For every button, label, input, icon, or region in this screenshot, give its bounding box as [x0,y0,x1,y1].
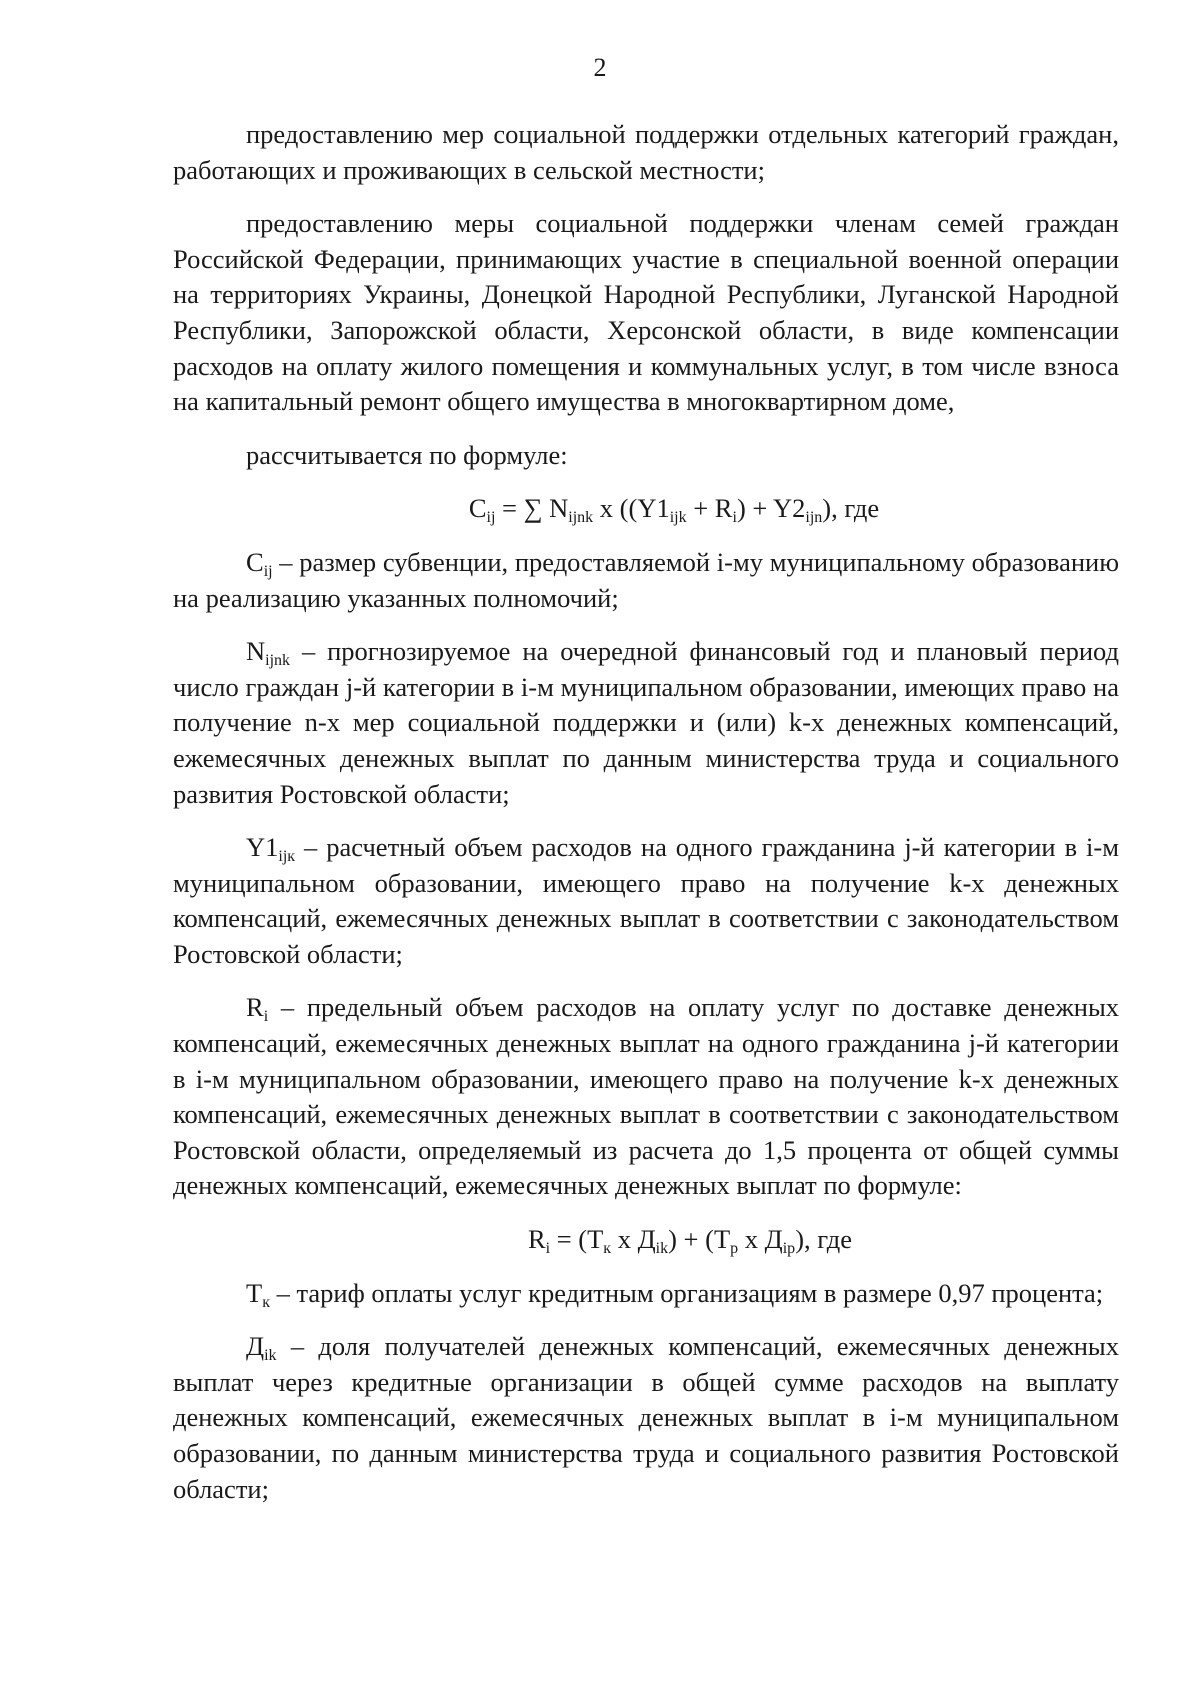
formula2-x-d: x Д [611,1224,656,1255]
formula-sum-operator: = ∑ [495,493,550,524]
formula-n-symbol: N [549,493,569,524]
formula2-dip-subscript: ip [782,1240,796,1258]
formula-y1-subscript: ijk [669,509,687,527]
definition-cij-subscript: ij [263,562,273,580]
definition-tk [173,1276,1119,1312]
definition-y1ijk-text: – расчетный объем расходов на одного гражданина j-й категории в i-м муниципальном образовании, имеющего право на получение k-х денежных компенсаций, ежемесячных денежных выплат в соответствии с законодательством Ростовской области; [173,832,1119,969]
paragraph-svo-families-support: предоставлению меры социальной поддержки членам семей граждан Российской Федерации, принимающих участие в специальной военной операции на территориях Украины, Донецкой Народной Республики, Луганской Народной Республики, Запорожской области, Херсонской области, в виде компенсации расходов на оплату жилого помещения и коммунальных услуг, в том числе взноса на капитальный ремонт общего имущества в многоквартирном доме, [173,208,1119,417]
formula2-r-subscript: i [545,1240,551,1258]
definition-dik [173,1329,1119,1507]
formula2-tk-subscript: к [603,1240,612,1258]
formula-r-subscript: i [732,509,737,527]
formula-subvention [173,491,1119,527]
formula2-x-d2: x Д [738,1224,783,1255]
definition-nijnk-symbol [246,636,291,670]
definition-cij-text: – размер субвенции, предоставляемой i-му муниципальному образованию на реализацию указанных полномочий; [173,546,1119,613]
definition-ri-symbol [246,992,269,1026]
definition-tk-symbol [246,1277,270,1311]
definition-nijnk-subscript: ijnk [265,652,291,670]
formula2-end: ), где [795,1224,853,1255]
formula-plus-y2: ) + Y2 [736,493,806,524]
document-body [173,117,1119,1525]
paragraph-formula-intro: рассчитывается по формуле: [246,439,568,470]
definition-y1ijk-letter: Y1 [246,832,279,863]
formula2-r-symbol: R [527,1224,546,1255]
definition-nijnk-text: – прогнозируемое на очередной финансовый год и плановый период число граждан j-й категории в i-м муниципальном образовании, имеющих право на получение n-х мер социальной поддержки и (или) k-х денежных компенсаций, ежемесячных денежных выплат по данным министерства труда и социального развития Ростовской области; [173,636,1119,809]
definition-ri-subscript: i [263,1008,269,1026]
definition-cij [173,545,1119,616]
definition-ri-text: – предельный объем расходов на оплату услуг по доставке денежных компенсаций, ежемесячных денежных выплат на одного гражданина j-й категории в i-м муниципальном образовании, имеющего право на получение k-х денежных компенсаций, ежемесячных денежных выплат в соответствии с законодательством Ростовской области, определяемый из расчета до 1,5 процента от общей суммы денежных компенсаций, ежемесячных денежных выплат по формуле: [173,992,1119,1201]
definition-ri-letter: R [246,992,264,1023]
formula2-dik-subscript: ik [655,1240,669,1258]
definition-y1ijk [173,830,1119,972]
formula2-eq-tk: = (Т [550,1224,604,1255]
formula-end: ), где [822,493,880,524]
formula-n-subscript: ijnk [568,509,594,527]
definition-dik-subscript: ik [264,1347,277,1365]
formula-c-symbol: C [468,493,487,524]
definition-y1ijk-subscript: ijк [278,848,296,866]
paragraph-rural-support: предоставлению мер социальной поддержки отдельных категорий граждан, работающих и проживающих в сельской местности; [173,119,1119,185]
formula-c-subscript: ij [486,509,496,527]
formula-y2-subscript: ijn [805,509,823,527]
definition-cij-symbol [246,546,273,580]
formula2-plus-tp: ) + (Т [668,1224,731,1255]
definition-tk-letter: Т [246,1277,263,1308]
formula2-tp-subscript: р [730,1240,739,1258]
page-number: 2 [593,53,607,82]
formula-plus-r: + R [686,493,733,524]
definition-y1ijk-symbol [246,832,296,866]
definition-nijnk [173,634,1119,812]
definition-dik-text: – доля получателей денежных компенсаций, ежемесячных денежных выплат через кредитные организации в общей сумме расходов на выплату денежных компенсаций, ежемесячных денежных выплат в i-м муниципальном образовании, по данным министерства труда и социального развития Ростовской области; [173,1331,1119,1504]
definition-tk-text: – тариф оплаты услуг кредитным организациям в размере 0,97 процента; [269,1277,1104,1308]
definition-dik-symbol [246,1331,277,1365]
definition-cij-letter: C [246,546,264,577]
formula-delivery-cost [173,1222,1119,1258]
formula-multiply-y1: x ((Y1 [593,493,670,524]
definition-tk-subscript: к [262,1293,270,1311]
definition-nijnk-letter: N [246,636,266,667]
definition-ri [173,990,1119,1204]
definition-dik-letter: Д [246,1331,265,1362]
